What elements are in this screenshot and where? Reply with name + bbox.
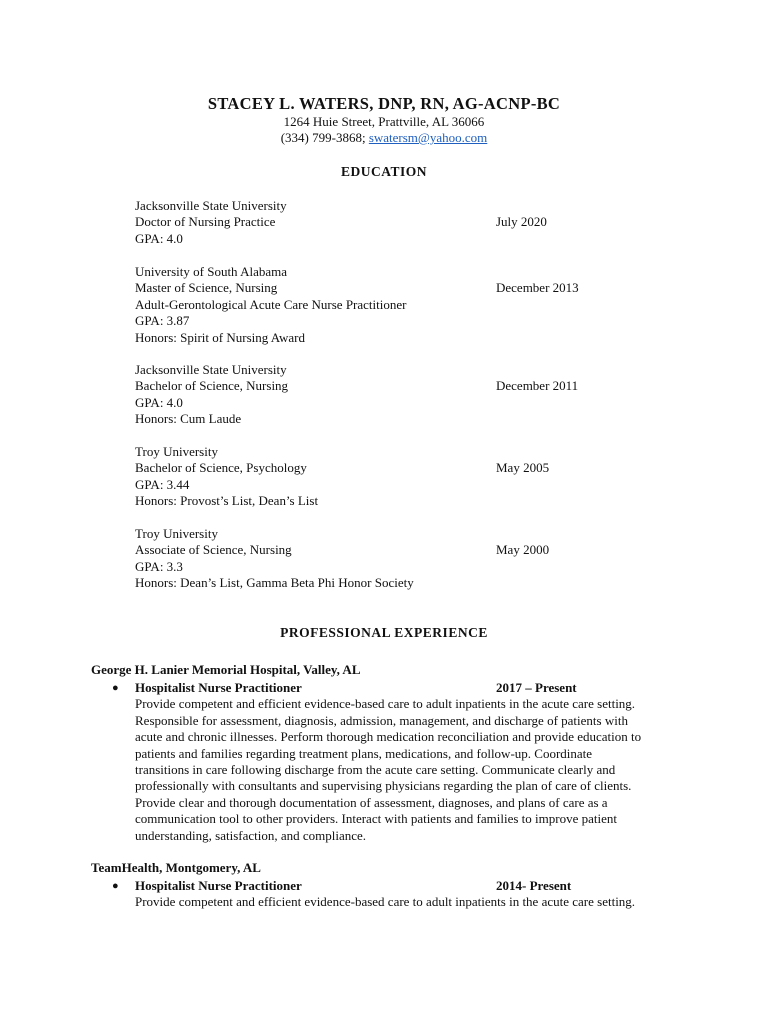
degree: Doctor of Nursing Practice [135,214,276,230]
description-line: understanding, satisfaction, and compliance. [135,827,367,843]
job-header [112,878,682,894]
bullet-icon: ● [112,682,119,694]
job-date: 2017 – Present [496,680,577,695]
degree-date: December 2013 [496,280,579,296]
education-heading: EDUCATION [340,164,427,179]
job-header [112,680,682,696]
education-entry [135,526,695,592]
description-line: Provide competent and efficient evidence-based care to adult inpatients in the acute care setting. [135,696,636,712]
education-entry [135,362,695,428]
degree: Master of Science, Nursing [135,280,278,296]
education-detail: Honors: Cum Laude [135,411,242,427]
employer-name: George H. Lanier Memorial Hospital, Valley, AL [91,662,361,677]
degree-date: July 2020 [496,214,547,230]
candidate-name: STACEY L. WATERS, DNP, RN, AG-ACNP-BC [207,94,561,113]
degree-line [135,542,695,558]
description-line: patients and families regarding treatment plans, medications, and follow-up. Coordinate [135,745,593,761]
education-detail: Honors: Spirit of Nursing Award [135,329,305,345]
resume-header [0,94,768,146]
school-name: Troy University [135,526,218,541]
description-line: acute and chronic illnesses. Perform thorough medication reconciliation and provide education to [135,729,642,745]
bullet-icon: ● [112,880,119,892]
education-entry [135,444,695,510]
degree-date: May 2005 [496,460,550,476]
degree-line [135,280,695,296]
school-name: Jacksonville State University [135,198,287,213]
phone: (334) 799-3868; [280,130,369,145]
education-detail: GPA: 3.3 [135,558,183,574]
education-detail: Honors: Dean’s List, Gamma Beta Phi Honor Society [135,575,414,591]
school-name: Troy University [135,444,218,459]
education-detail: GPA: 3.87 [135,313,190,329]
job-description [135,696,680,844]
description-line: professionally with consultants and supervising physicians regarding the plan of care of clients. [135,778,632,794]
education-detail: Adult-Gerontological Acute Care Nurse Practitioner [135,296,407,312]
education-detail: GPA: 4.0 [135,230,183,246]
job-description [135,894,680,910]
experience-heading: PROFESSIONAL EXPERIENCE [280,625,488,640]
school-name: Jacksonville State University [135,362,287,377]
degree-date: December 2011 [496,378,579,394]
degree-line [135,214,695,230]
description-line: Responsible for assessment, diagnosis, admission, management, and discharge of patients with [135,712,628,728]
job-title: Hospitalist Nurse Practitioner [135,680,302,695]
description-line: communication tool to other providers. Interact with patients and families to improve patient [135,811,617,827]
description-line: Provide competent and efficient evidence-based care to adult inpatients in the acute care setting. [135,894,636,910]
education-entry [135,198,695,247]
job-date: 2014- Present [496,878,572,893]
education-detail: Honors: Provost’s List, Dean’s List [135,493,319,509]
degree: Associate of Science, Nursing [135,542,292,558]
education-entry [135,264,695,346]
degree-line [135,378,695,394]
degree-line [135,460,695,476]
degree-date: May 2000 [496,542,550,558]
job-title: Hospitalist Nurse Practitioner [135,878,302,893]
contact-line [0,130,768,146]
description-line: transitions in care following discharge from the acute care setting. Communicate clearly and [135,762,616,778]
school-name: University of South Alabama [135,264,288,279]
job-entry [112,878,682,911]
job-entry [112,680,682,844]
employer-name: TeamHealth, Montgomery, AL [91,860,261,875]
education-detail: GPA: 4.0 [135,394,183,410]
education-detail: GPA: 3.44 [135,476,190,492]
description-line: Provide clear and thorough documentation of assessment, diagnoses, and plans of care as a [135,794,608,810]
degree: Bachelor of Science, Psychology [135,460,307,476]
address: 1264 Huie Street, Prattville, AL 36066 [283,114,485,129]
email-link[interactable]: swatersm@yahoo.com [368,130,488,145]
degree: Bachelor of Science, Nursing [135,378,289,394]
